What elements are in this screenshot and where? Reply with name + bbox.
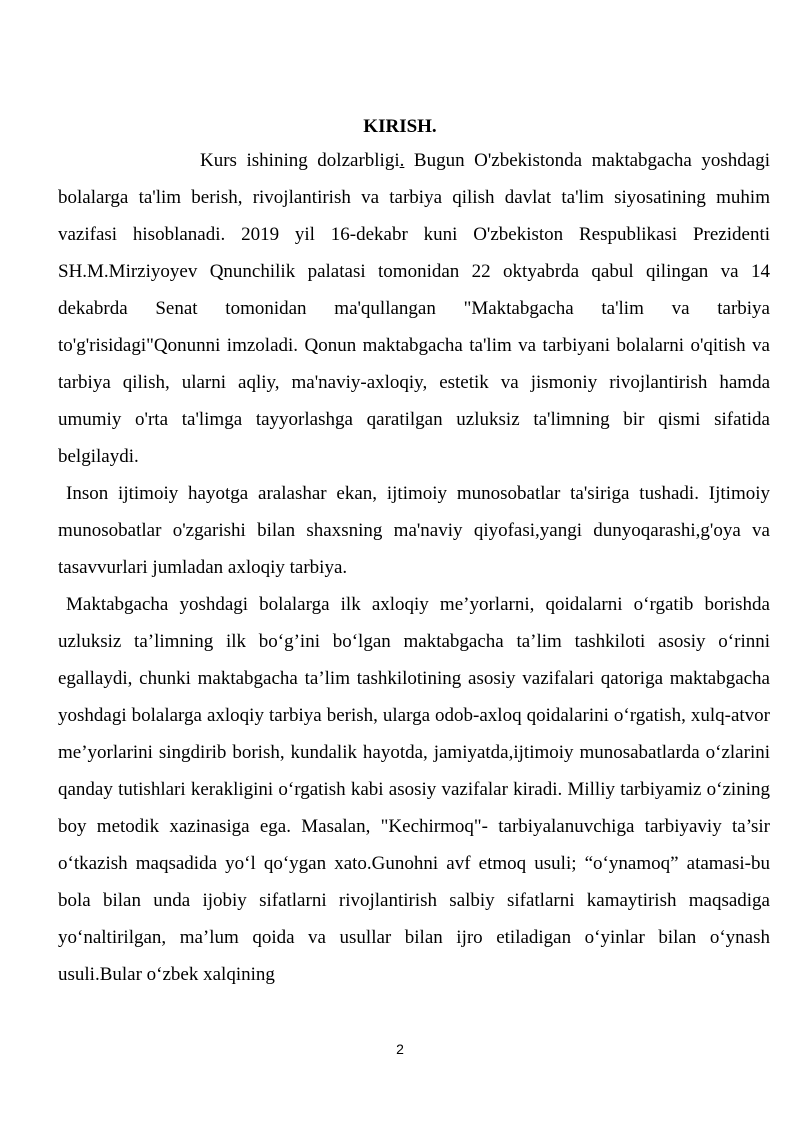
- paragraph-social-relations: Inson ijtimoiy hayotga aralashar ekan, ijtimoiy munosobatlar ta'siriga tushadi. Ijtimoiy munosobatlar o'zgarishi bilan shaxsning ma'naviy qiyofasi,yangi dunyoqarashi,g'oya va tasavvurlari jumladan axloqiy tarbiya.: [58, 483, 770, 578]
- paragraph-preschool-education: Maktabgacha yoshdagi bolalarga ilk axloqiy me’yorlarni, qoidalarni o‘rgatib borishda uzluksiz ta’limning ilk bo‘g’ini bo‘lgan maktabgacha ta’lim tashkiloti asosiy o‘rinni egallaydi, chunki maktabgacha ta’lim tashkilotining asosiy vazifalari qatoriga maktabgacha yoshdagi bolalarga axloqiy tarbiya berish, ularga odob-axloq qoidalarini o‘rgatish, xulq-atvor me’yorlarini singdirib borish, kundalik hayotda, jamiyatda,ijtimoiy munosabatlarda o‘zlarini qanday tutishlari kerakligini o‘rgatish kabi asosiy vazifalar kiradi. Milliy tarbiyamiz o‘zining boy metodik xazinasiga ega. Masalan, "Kechirmoq"- tarbiyalanuvchiga tarbiyaviy ta’sir o‘tkazish maqsadida yo‘l qo‘ygan xato.Gunohni avf etmoq usuli; “o‘ynamoq” atamasi-bu bola bilan unda ijobiy sifatlarni rivojlantirish salbiy sifatlarni kamaytirish maqsadiga yo‘naltirilgan, ma’lum qoida va usullar bilan ijro etiladigan o‘yinlar bilan o‘ynash usuli.Bular o‘zbek xalqining: [58, 594, 770, 985]
- body-text: [58, 142, 770, 993]
- page-number: 2: [396, 1041, 404, 1057]
- paragraph-relevance: [58, 142, 770, 475]
- paragraph-lead-punct: .: [399, 150, 405, 171]
- paragraph-lead: Kurs ishining dolzarbligi: [200, 150, 400, 171]
- paragraph-text: Bugun O'zbekistonda maktabgacha yoshdagi bolalarga ta'lim berish, rivojlantirish va tarbiya qilish davlat ta'lim siyosatining muhim vazifasi hisoblanadi. 2019 yil 16-dekabr kuni O'zbekiston Respublikasi Prezidenti SH.M.Mirziyoyev Qnunchilik palatasi tomonidan 22 oktyabrda qabul qilingan va 14 dekabrda Senat tomonidan ma'qullangan "Maktabgacha ta'lim va tarbiya to'g'risidagi"Qonunni imzoladi. Qonun maktabgacha ta'lim va tarbiyani bolalarni o'qitish va tarbiya qilish, ularni aqliy, ma'naviy-axloqiy, estetik va jismoniy rivojlantirish hamda umumiy o'rta ta'limga tayyorlashga qaratilgan uzluksiz ta'limning bir qismi sifatida belgilaydi.: [58, 150, 770, 467]
- section-heading: KIRISH.: [363, 116, 437, 137]
